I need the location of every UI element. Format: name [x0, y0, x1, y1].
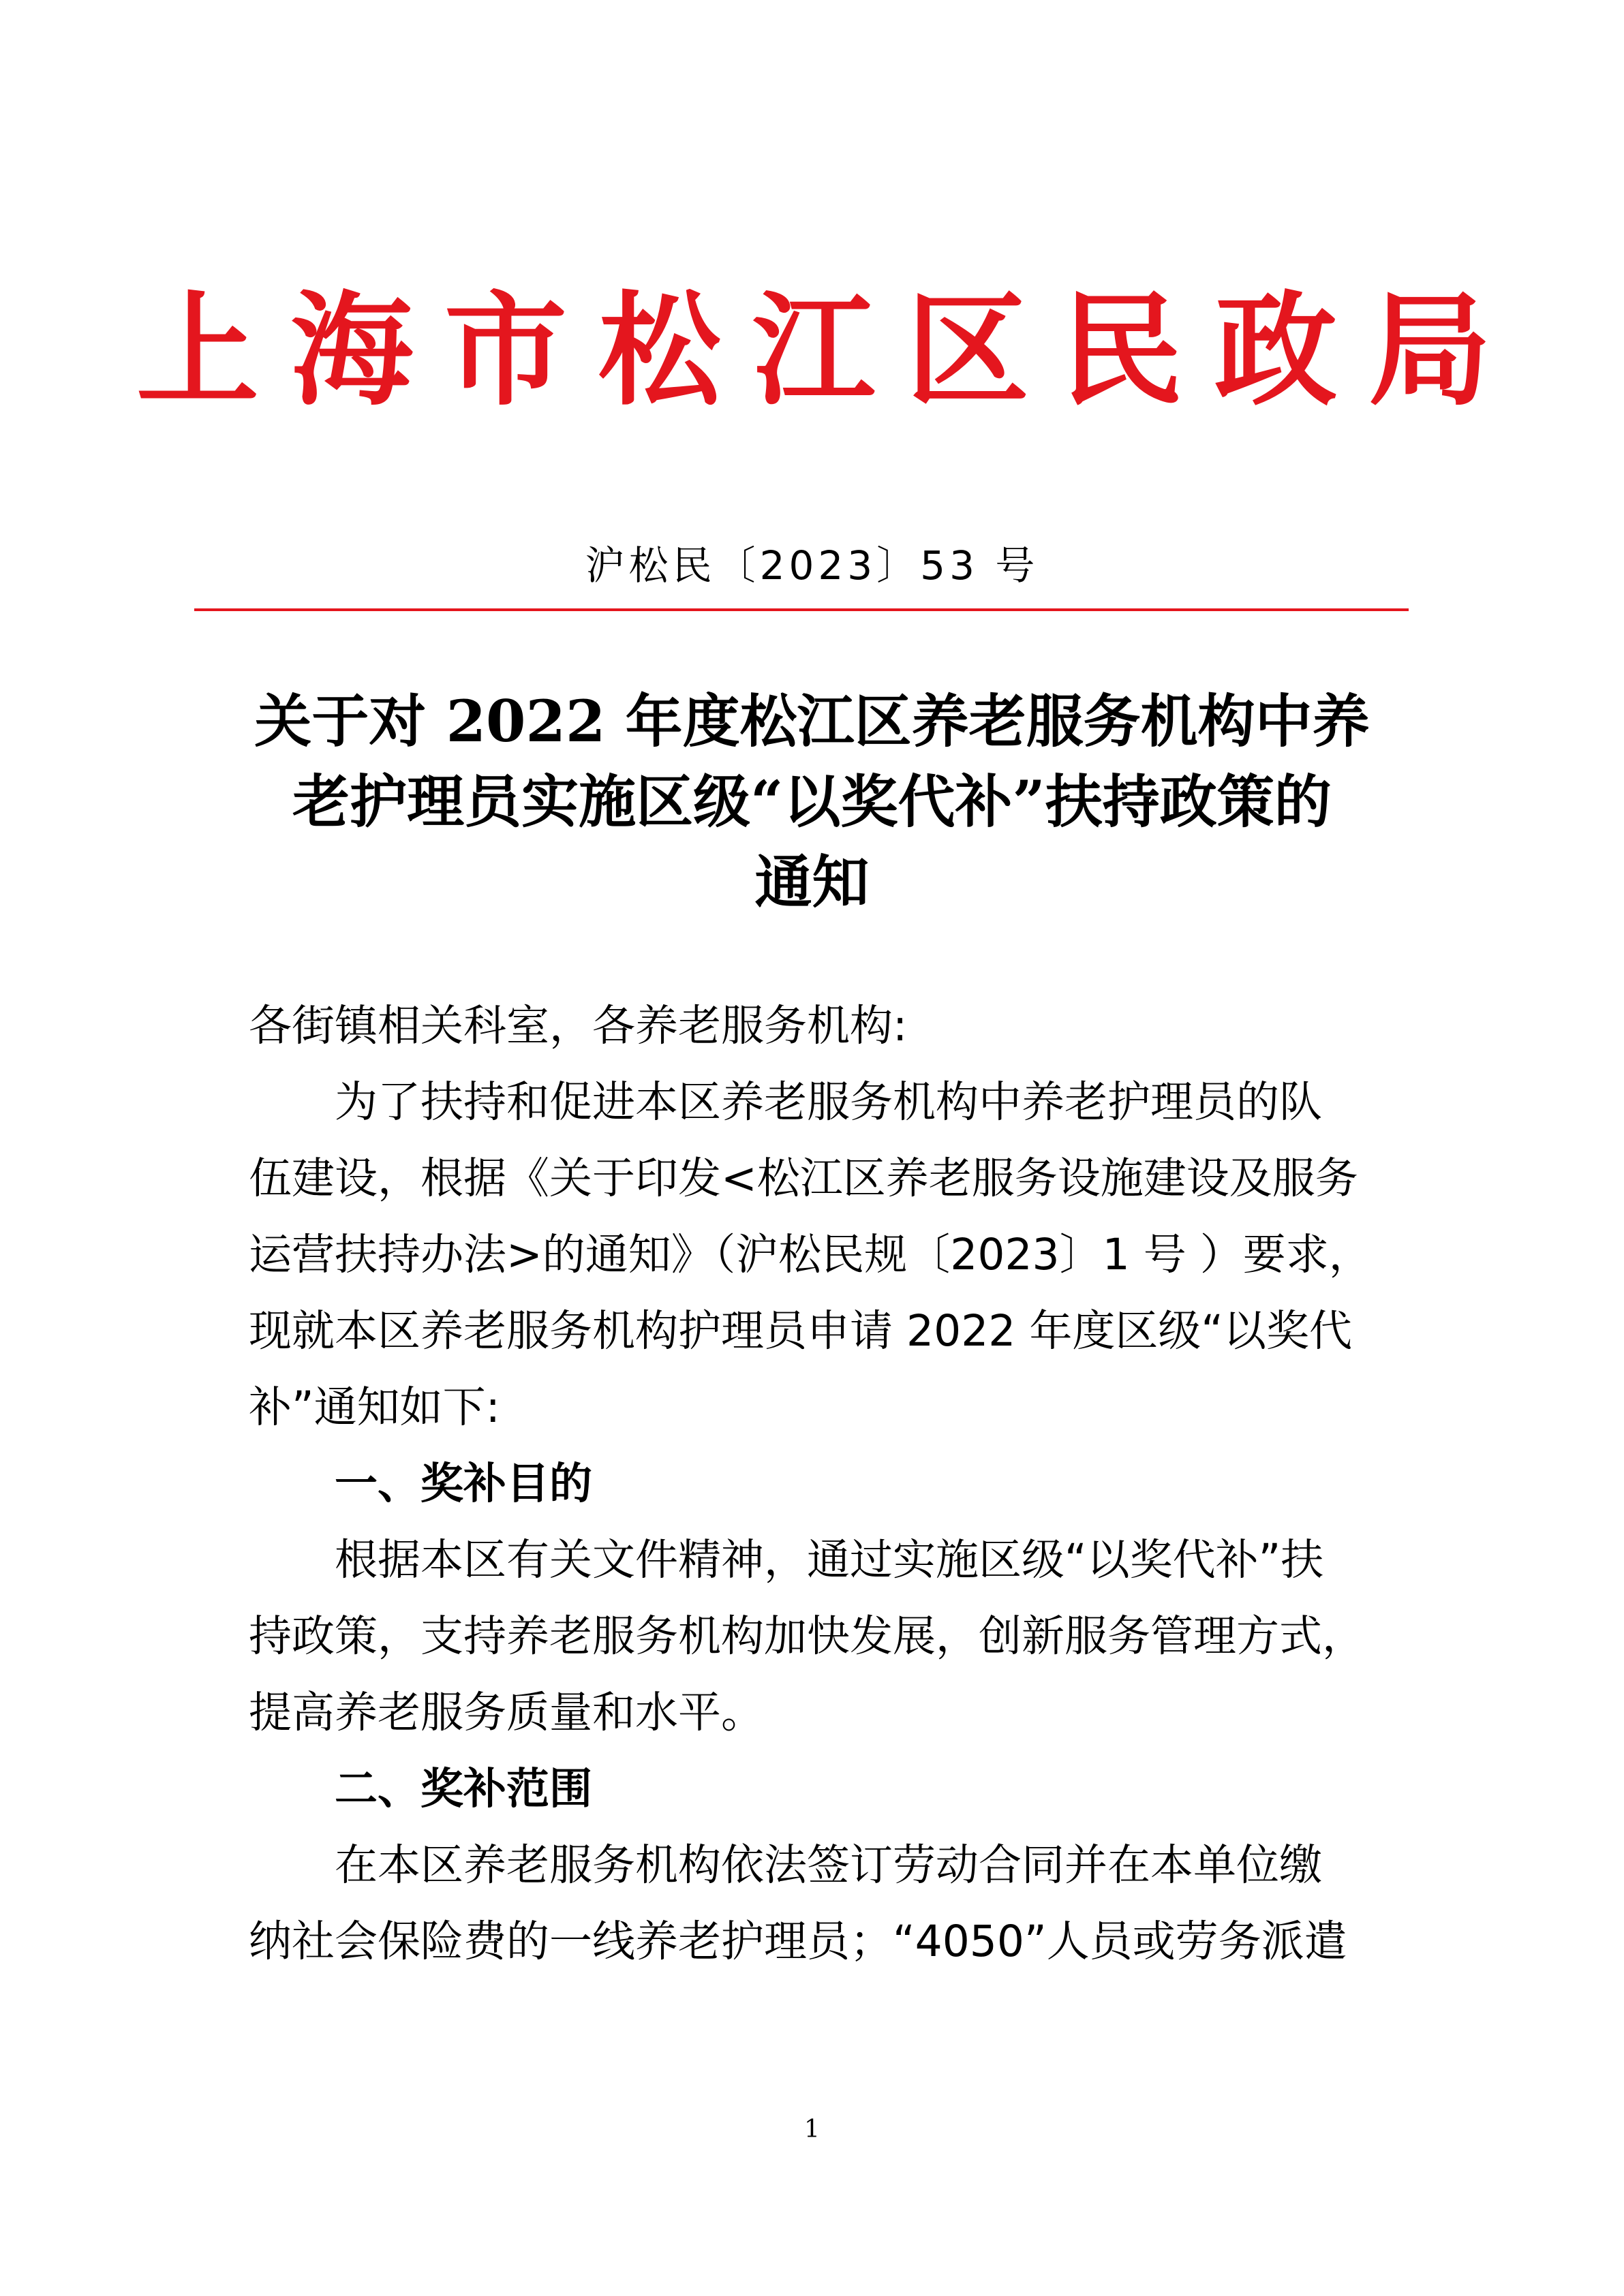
title-line: 老护理员实施区级“以奖代补”扶持政策的	[292, 768, 1332, 835]
section-1-line: 持政策，支持养老服务机构加快发展，创新服务管理方式，	[249, 1611, 1365, 1661]
agency-masthead: 上海市松江区民政局	[136, 279, 1523, 422]
section-2-line: 纳社会保险费的一线养老护理员；“4050”人员或劳务派遣	[249, 1917, 1347, 1966]
section-1-line: 提高养老服务质量和水平。	[249, 1688, 764, 1737]
section-1-heading: 一、奖补目的	[335, 1459, 592, 1508]
title-line: 关于对 2022 年度松江区养老服务机构中养	[254, 687, 1370, 755]
document-body	[249, 988, 1394, 1980]
intro-line: 伍建设，根据《关于印发<松江区养老服务设施建设及服务	[249, 1153, 1358, 1203]
intro-line: 为了扶持和促进本区养老服务机构中养老护理员的队	[335, 1077, 1322, 1127]
intro-line: 运营扶持办法>的通知》（沪松民规〔2023〕1 号 ）要求，	[249, 1230, 1372, 1279]
document-number: 沪松民〔2023〕53 号	[585, 542, 1039, 589]
section-2-line: 在本区养老服务机构依法签订劳动合同并在本单位缴	[335, 1840, 1322, 1890]
section-1-line: 根据本区有关文件精神，通过实施区级“以奖代补”扶	[335, 1535, 1324, 1585]
recipients-line: 各街镇相关科室，各养老服务机构:	[249, 1001, 908, 1051]
section-2-heading: 二、奖补范围	[335, 1764, 592, 1814]
red-divider-line	[194, 608, 1409, 611]
page-number: 1	[804, 2115, 820, 2143]
document-title	[204, 681, 1420, 922]
intro-line: 补”通知如下:	[249, 1382, 500, 1432]
title-line: 通知	[754, 848, 870, 916]
intro-line: 现就本区养老服务机构护理员申请 2022 年度区级“以奖代	[249, 1306, 1353, 1356]
